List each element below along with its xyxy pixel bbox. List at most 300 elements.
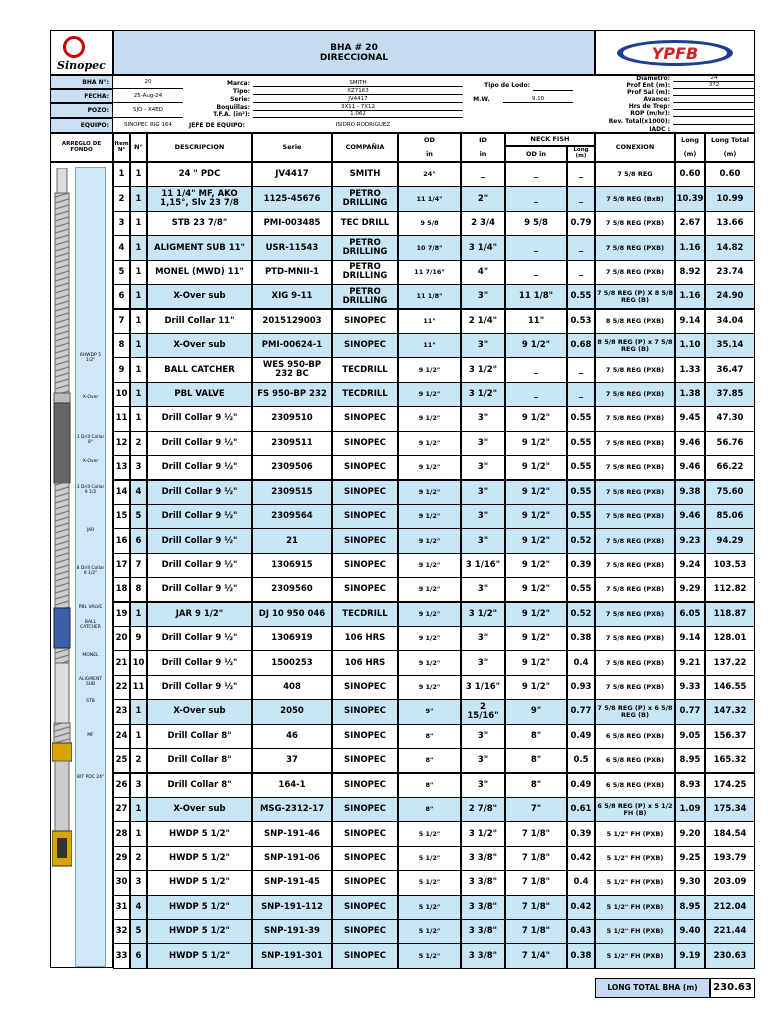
cell-conn: 6 5/8 REG (PXB) (595, 724, 675, 749)
col-conexion: CONEXION (595, 133, 675, 162)
cell-conn: 6 5/8 REG (PXB) (595, 773, 675, 798)
prof-sal-label: Prof Sal (m): (627, 89, 670, 96)
cell-od: 9 1/2" (398, 528, 461, 553)
cell-total: 34.04 (705, 309, 755, 334)
cell-nlong: 0.55 (567, 480, 595, 505)
cell-total: 56.76 (705, 431, 755, 456)
cell-nlong: 0.4 (567, 650, 595, 675)
col-desc: DESCRIPCION (147, 133, 252, 162)
cell-n: 11 (130, 675, 147, 700)
cell-id: 4" (461, 260, 505, 285)
cell-nod: 9 1/2" (505, 577, 567, 602)
cell-total: 35.14 (705, 333, 755, 358)
col-n: N° (130, 133, 147, 162)
cell-long: 8.93 (675, 773, 705, 798)
cell-comp: TEC DRILL (332, 211, 398, 236)
col-id-label: ID (479, 136, 487, 145)
cell-long: 9.46 (675, 431, 705, 456)
cell-long: 6.05 (675, 602, 705, 627)
equipo-value: SINOPEC RIG 164 (113, 118, 183, 133)
cell-total: 37.85 (705, 382, 755, 407)
cell-od: 9 1/2" (398, 577, 461, 602)
col-neck-od: OD in (505, 146, 567, 162)
cell-serie: SNP-191-45 (252, 870, 332, 895)
cell-long: 9.19 (675, 943, 705, 968)
cell-od: 9" (398, 699, 461, 724)
cell-desc: HWDP 5 1/2" (147, 919, 252, 944)
cell-nod: 7 1/4" (505, 943, 567, 968)
cell-id: 3 3/8" (461, 895, 505, 920)
cell-nlong: 0.93 (567, 675, 595, 700)
cell-nlong: 0.61 (567, 797, 595, 822)
cell-total: 128.01 (705, 626, 755, 651)
cell-total: 112.82 (705, 577, 755, 602)
cell-serie: JV4417 (252, 162, 332, 187)
col-long-unit: (m) (683, 149, 697, 158)
cell-id: _ (461, 162, 505, 187)
cell-total: 118.87 (705, 602, 755, 627)
cell-item: 4 (113, 235, 130, 260)
cell-long: 1.10 (675, 333, 705, 358)
cell-item: 27 (113, 797, 130, 822)
cell-long: 9.05 (675, 724, 705, 749)
cell-n: 3 (130, 870, 147, 895)
cell-id: 3 1/4" (461, 235, 505, 260)
cell-od: 9 1/2" (398, 650, 461, 675)
cell-nod: 7 1/8" (505, 846, 567, 871)
equipo-label: EQUIPO: (50, 118, 113, 133)
cell-desc: X-Over sub (147, 284, 252, 309)
cell-id: 3" (461, 650, 505, 675)
col-serie: Serie (252, 133, 332, 162)
title-box (113, 30, 595, 75)
cell-long: 1.16 (675, 284, 705, 309)
cell-nlong: _ (567, 357, 595, 382)
cell-n: 1 (130, 333, 147, 358)
cell-comp: SINOPEC (332, 431, 398, 456)
cell-desc: Drill Collar 9 ½" (147, 553, 252, 578)
cell-item: 21 (113, 650, 130, 675)
cell-comp: TECDRILL (332, 357, 398, 382)
cell-nod: 7 1/8" (505, 821, 567, 846)
cell-total: 165.32 (705, 748, 755, 773)
cell-desc: PBL VALVE (147, 382, 252, 407)
cell-n: 1 (130, 699, 147, 724)
cell-od: 8" (398, 748, 461, 773)
col-arreglo: ARREGLO DE FONDO (50, 133, 113, 162)
tipo-label: Tipo: (233, 87, 250, 95)
cell-desc: Drill Collar 9 ½" (147, 504, 252, 529)
cell-id: 3 1/2" (461, 821, 505, 846)
cell-serie: 1306919 (252, 626, 332, 651)
cell-od: 5 1/2" (398, 895, 461, 920)
iadc-value (673, 125, 755, 133)
cell-serie: PMI-00624-1 (252, 333, 332, 358)
cell-comp: PETRO DRILLING (332, 284, 398, 309)
cell-comp: SINOPEC (332, 821, 398, 846)
cell-od: 8" (398, 797, 461, 822)
cell-comp: PETRO DRILLING (332, 186, 398, 211)
cell-id: 3" (461, 406, 505, 431)
cell-desc: HWDP 5 1/2" (147, 870, 252, 895)
tfa-label: T.F.A. (in²): (213, 111, 250, 118)
cell-id: 3 3/8" (461, 870, 505, 895)
cell-id: 3 1/2" (461, 602, 505, 627)
cell-nod: 7 1/8" (505, 919, 567, 944)
cell-total: 10.99 (705, 186, 755, 211)
cell-total: 174.25 (705, 773, 755, 798)
cell-comp: SINOPEC (332, 480, 398, 505)
tipo-lodo-label: Tipo de Lodo: (484, 81, 530, 89)
cell-desc: Drill Collar 9 ½" (147, 480, 252, 505)
cell-od: 9 1/2" (398, 553, 461, 578)
rev-label: Rev. Total(x1000): (608, 117, 670, 125)
cell-serie: 2309510 (252, 406, 332, 431)
cell-nlong: _ (567, 382, 595, 407)
cell-id: 3" (461, 724, 505, 749)
bha-value: 20 (113, 75, 183, 89)
cell-od: 9 1/2" (398, 504, 461, 529)
cell-conn: 6 5/8 REG (P) x 5 1/2 FH (B) (595, 797, 675, 822)
cell-od: 9 1/2" (398, 626, 461, 651)
cell-long: 9.46 (675, 504, 705, 529)
cell-conn: 5 1/2" FH (PXB) (595, 919, 675, 944)
cell-item: 7 (113, 309, 130, 334)
cell-nod: 7 1/8" (505, 870, 567, 895)
col-od (398, 133, 461, 162)
cell-od: 9 1/2" (398, 406, 461, 431)
col-od-label: OD (424, 136, 435, 145)
pozo-value: SJO - X4ED (113, 103, 183, 118)
cell-od: 11 7/16" (398, 260, 461, 285)
cell-od: 9 5/8 (398, 211, 461, 236)
cell-conn: 7 5/8 REG (PXB) (595, 211, 675, 236)
cell-comp: SINOPEC (332, 724, 398, 749)
cell-nlong: _ (567, 162, 595, 187)
cell-od: 11" (398, 309, 461, 334)
cell-id: 3" (461, 504, 505, 529)
cell-n: 5 (130, 919, 147, 944)
bha-diagram (50, 162, 113, 968)
cell-conn: 7 5/8 REG (PXB) (595, 455, 675, 480)
cell-nod: 9 1/2" (505, 553, 567, 578)
cell-comp: SINOPEC (332, 870, 398, 895)
cell-comp: SINOPEC (332, 699, 398, 724)
cell-serie: PTD-MNII-1 (252, 260, 332, 285)
diagram-label-bit: BIT PDC 24" (76, 775, 105, 780)
cell-nod: 8" (505, 773, 567, 798)
cell-serie: SNP-191-112 (252, 895, 332, 920)
cell-nlong: 0.52 (567, 602, 595, 627)
cell-item: 15 (113, 504, 130, 529)
cell-nod: 11 1/8" (505, 284, 567, 309)
cell-n: 2 (130, 846, 147, 871)
cell-conn: 7 5/8 REG (PXB) (595, 577, 675, 602)
cell-conn: 7 5/8 REG (595, 162, 675, 187)
cell-serie: USR-11543 (252, 235, 332, 260)
cell-nod: 9 1/2" (505, 675, 567, 700)
cell-comp: SMITH (332, 162, 398, 187)
cell-total: 47.30 (705, 406, 755, 431)
cell-desc: X-Over sub (147, 797, 252, 822)
cell-desc: X-Over sub (147, 333, 252, 358)
cell-desc: Drill Collar 9 ½" (147, 528, 252, 553)
cell-conn: 6 5/8 REG (PXB) (595, 748, 675, 773)
cell-nod: 11" (505, 309, 567, 334)
cell-comp: SINOPEC (332, 797, 398, 822)
cell-id: 2 3/4 (461, 211, 505, 236)
cell-desc: Drill Collar 9 ½" (147, 650, 252, 675)
cell-comp: SINOPEC (332, 406, 398, 431)
bha-label: BHA N°: (50, 75, 113, 89)
cell-id: 3 1/16" (461, 553, 505, 578)
diagram-label-dc8: 8 Drill Collar 9 1/2" (76, 566, 105, 576)
cell-desc: Drill Collar 8" (147, 748, 252, 773)
cell-long: 8.92 (675, 260, 705, 285)
diagram-label-jar: JAR (86, 528, 95, 533)
cell-nlong: 0.55 (567, 431, 595, 456)
ypfb-logo-box (595, 30, 755, 75)
cell-serie: 1306915 (252, 553, 332, 578)
cell-comp: SINOPEC (332, 846, 398, 871)
cell-total: 156.37 (705, 724, 755, 749)
serie-label: Serie: (230, 95, 250, 103)
cell-id: 3 3/8" (461, 943, 505, 968)
cell-desc: STB 23 7/8" (147, 211, 252, 236)
cell-n: 6 (130, 528, 147, 553)
cell-n: 1 (130, 284, 147, 309)
cell-od: 9 1/2" (398, 480, 461, 505)
cell-long: 9.29 (675, 577, 705, 602)
cell-item: 26 (113, 773, 130, 798)
cell-id: 3" (461, 455, 505, 480)
cell-conn: 7 5/8 REG (PXB) (595, 504, 675, 529)
cell-n: 7 (130, 553, 147, 578)
cell-item: 22 (113, 675, 130, 700)
cell-nod: 9 1/2" (505, 528, 567, 553)
cell-od: 5 1/2" (398, 919, 461, 944)
cell-id: 3" (461, 773, 505, 798)
cell-item: 18 (113, 577, 130, 602)
cell-nlong: 0.55 (567, 577, 595, 602)
cell-total: 203.09 (705, 870, 755, 895)
cell-n: 1 (130, 406, 147, 431)
diagram-label-monel: MONEL (82, 653, 99, 658)
cell-od: 9 1/2" (398, 382, 461, 407)
cell-comp: TECDRILL (332, 602, 398, 627)
cell-total: 66.22 (705, 455, 755, 480)
cell-nlong: 0.77 (567, 699, 595, 724)
cell-desc: Drill Collar 9 ½" (147, 406, 252, 431)
cell-comp: SINOPEC (332, 675, 398, 700)
col-long-label: Long (681, 136, 699, 145)
rev-value (673, 117, 755, 125)
col-id-unit: in (479, 149, 487, 158)
ypfb-logo-icon (615, 38, 735, 68)
cell-nlong: 0.42 (567, 846, 595, 871)
jefe-value: ISIDRO RODRIGUEZ (253, 118, 473, 133)
cell-nod: _ (505, 357, 567, 382)
diagram-label-mf: MF (87, 733, 94, 738)
fecha-value: 25-Aug-24 (113, 89, 183, 103)
sinopec-logo-icon (63, 36, 85, 58)
cell-comp: SINOPEC (332, 773, 398, 798)
cell-conn: 7 5/8 REG (PXB) (595, 650, 675, 675)
cell-total: 137.22 (705, 650, 755, 675)
cell-n: 1 (130, 357, 147, 382)
cell-nlong: 0.79 (567, 211, 595, 236)
cell-nod: 9 1/2" (505, 455, 567, 480)
marca-label: Marca: (227, 79, 250, 87)
ypfb-logo-text: YPFB (651, 43, 699, 63)
cell-item: 32 (113, 919, 130, 944)
cell-long: 8.95 (675, 748, 705, 773)
cell-n: 3 (130, 455, 147, 480)
cell-serie: SNP-191-46 (252, 821, 332, 846)
cell-conn: 7 5/8 REG (PXB) (595, 431, 675, 456)
cell-od: 9 1/2" (398, 357, 461, 382)
cell-serie: PMI-003485 (252, 211, 332, 236)
cell-item: 9 (113, 357, 130, 382)
cell-desc: Drill Collar 9 ½" (147, 626, 252, 651)
cell-nod: 9 1/2" (505, 504, 567, 529)
cell-total: 230.63 (705, 943, 755, 968)
cell-long: 1.16 (675, 235, 705, 260)
cell-id: 3" (461, 480, 505, 505)
cell-desc: HWDP 5 1/2" (147, 821, 252, 846)
cell-nod: 9 1/2" (505, 431, 567, 456)
cell-nlong: 0.38 (567, 943, 595, 968)
cell-total: 146.55 (705, 675, 755, 700)
cell-item: 19 (113, 602, 130, 627)
mw-label: M.W. (473, 95, 490, 103)
cell-total: 14.82 (705, 235, 755, 260)
cell-nlong: 0.38 (567, 626, 595, 651)
cell-nod: 9 1/2" (505, 480, 567, 505)
cell-nlong: 0.5 (567, 748, 595, 773)
cell-nod: 8" (505, 724, 567, 749)
cell-nlong: 0.49 (567, 724, 595, 749)
cell-item: 29 (113, 846, 130, 871)
cell-item: 10 (113, 382, 130, 407)
cell-n: 1 (130, 309, 147, 334)
cell-nod: 7" (505, 797, 567, 822)
hrs-value (673, 103, 755, 110)
cell-conn: 7 5/8 REG (PXB) (595, 675, 675, 700)
cell-comp: SINOPEC (332, 455, 398, 480)
cell-desc: HWDP 5 1/2" (147, 846, 252, 871)
cell-total: 193.79 (705, 846, 755, 871)
cell-id: 3 1/2" (461, 382, 505, 407)
col-od-unit: in (426, 149, 433, 158)
cell-od: 5 1/2" (398, 821, 461, 846)
cell-id: 3" (461, 431, 505, 456)
cell-item: 12 (113, 431, 130, 456)
cell-od: 24" (398, 162, 461, 187)
cell-n: 1 (130, 382, 147, 407)
cell-total: 13.66 (705, 211, 755, 236)
cell-desc: Drill Collar 8" (147, 724, 252, 749)
diagram-label-dc3b: 3 Drill Collar 9 1/2 (76, 485, 105, 495)
diametro-label: Diametro: (636, 75, 670, 82)
cell-long: 9.20 (675, 821, 705, 846)
cell-nod: 9 1/2" (505, 406, 567, 431)
drill-string-icon (52, 168, 72, 878)
cell-serie: 46 (252, 724, 332, 749)
cell-item: 16 (113, 528, 130, 553)
iadc-label: IADC : (649, 125, 670, 133)
cell-nod: 9 1/2" (505, 333, 567, 358)
cell-nlong: 0.55 (567, 504, 595, 529)
diagram-label-alig: ALIGMENT SUB (78, 677, 103, 687)
cell-item: 6 (113, 284, 130, 309)
cell-total: 94.29 (705, 528, 755, 553)
col-neck-long: Long (m) (567, 146, 595, 162)
cell-total: 221.44 (705, 919, 755, 944)
cell-od: 5 1/2" (398, 870, 461, 895)
cell-n: 1 (130, 235, 147, 260)
cell-nlong: 0.55 (567, 406, 595, 431)
cell-long: 1.09 (675, 797, 705, 822)
cell-conn: 7 5/8 REG (PXB) (595, 528, 675, 553)
cell-long: 9.14 (675, 626, 705, 651)
cell-desc: Drill Collar 9 ½" (147, 455, 252, 480)
cell-n: 10 (130, 650, 147, 675)
cell-comp: SINOPEC (332, 895, 398, 920)
cell-conn: 5 1/2" FH (PXB) (595, 943, 675, 968)
cell-serie: FS 950-BP 232 (252, 382, 332, 407)
cell-id: 2 15/16" (461, 699, 505, 724)
cell-item: 31 (113, 895, 130, 920)
cell-nlong: 0.39 (567, 821, 595, 846)
cell-conn: 7 5/8 REG (PXB) (595, 626, 675, 651)
cell-long: 9.46 (675, 455, 705, 480)
cell-long: 2.67 (675, 211, 705, 236)
cell-n: 2 (130, 431, 147, 456)
cell-nlong: 0.53 (567, 309, 595, 334)
cell-od: 10 7/8" (398, 235, 461, 260)
cell-n: 1 (130, 602, 147, 627)
cell-nlong: _ (567, 186, 595, 211)
cell-od: 5 1/2" (398, 846, 461, 871)
cell-desc: MONEL (MWD) 11" (147, 260, 252, 285)
cell-serie: SNP-191-39 (252, 919, 332, 944)
cell-serie: 1500253 (252, 650, 332, 675)
diagram-label-stb: STB (86, 699, 95, 704)
cell-desc: HWDP 5 1/2" (147, 895, 252, 920)
cell-n: 6 (130, 943, 147, 968)
cell-desc: Drill Collar 11" (147, 309, 252, 334)
cell-id: 3" (461, 333, 505, 358)
cell-conn: 7 5/8 REG (BxB) (595, 186, 675, 211)
sinopec-logo-text: Sinopec (57, 59, 106, 72)
cell-desc: 11 1/4" MF, AKO 1,15°, Slv 23 7/8 (147, 186, 252, 211)
cell-long: 9.45 (675, 406, 705, 431)
cell-conn: 5 1/2" FH (PXB) (595, 821, 675, 846)
cell-n: 1 (130, 211, 147, 236)
cell-item: 11 (113, 406, 130, 431)
cell-nod: 9 1/2" (505, 602, 567, 627)
col-long-total (705, 133, 755, 162)
avance-label: Avance: (643, 96, 670, 103)
cell-serie: 164-1 (252, 773, 332, 798)
cell-nod: 9 5/8 (505, 211, 567, 236)
marca-value: SMITH (253, 79, 463, 87)
cell-comp: SINOPEC (332, 943, 398, 968)
cell-long: 1.33 (675, 357, 705, 382)
cell-serie: XIG 9-11 (252, 284, 332, 309)
cell-long: 9.33 (675, 675, 705, 700)
